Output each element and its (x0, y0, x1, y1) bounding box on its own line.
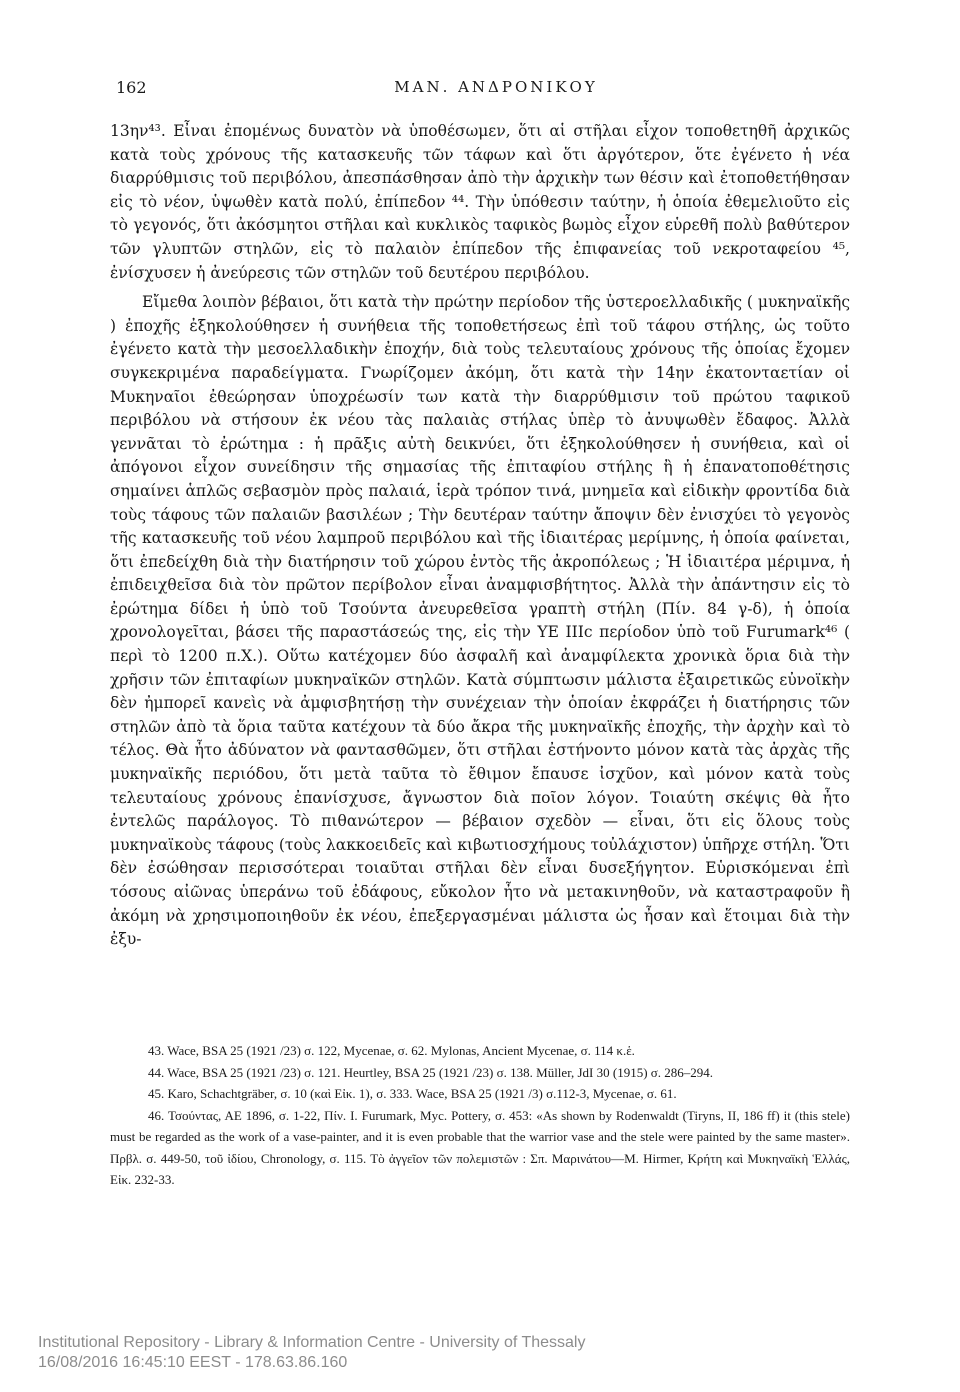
watermark-line-2: 16/08/2016 16:45:10 EEST - 178.63.86.160 (38, 1354, 348, 1371)
footnote-44: 44. Wace, BSA 25 (1921 /23) σ. 121. Heurtley, BSA 25 (1921 /23) σ. 138. Müller, JdI 30 (1915) σ. 286–294. (148, 1064, 714, 1080)
watermark-line-1: Institutional Repository - Library & Information Centre - University of Thessaly (38, 1334, 586, 1351)
running-title: ΜΑΝ. ΑΝΔΡΟΝΙΚΟΥ (394, 78, 598, 96)
footnote-43: 43. Wace, BSA 25 (1921 /23) σ. 122, Mycenae, σ. 62. Mylonas, Ancient Mycenae, σ. 114 κ.ἑ. (148, 1043, 635, 1058)
page-number: 162 (116, 78, 147, 97)
paragraph-2: Εἴμεθα λοιπὸν βέβαιοι, ὅτι κατὰ τὴν πρώτην περίοδον τῆς ὑστεροελλαδικῆς ( μυκηναϊκῆς ) ἐποχῆς ἐξηκολούθησεν ἡ συνήθεια τῆς τοποθετήσεως ἐπὶ τοῦ τάφου στήλης, ὡς τοῦτο ἐγένετο κατὰ τὴν μεσοελλαδικὴν ἐποχήν, διὰ τοὺς τελευταίους χρόνους τῆς ὁποίας ἔχομεν συγκεκριμένα παραδείγματα. Γνωρίζομεν ἀκόμη, ὅτι κατὰ τὴν 14ην ἑκατονταετίαν οἱ Μυκηναῖοι ἐθεώρησαν ὑποχρέωσίν των κατὰ τὴν διαρρύθμισιν τοῦ πρώτου ταφικοῦ περιβόλου νὰ στήσουν ἐκ νέου τὰς παλαιὰς στήλας ὑπὲρ τὸ ἀνυψωθὲν ἔδαφος. Ἀλλὰ γεννᾶται τὸ ἐρώτημα : ἡ πρᾶξις αὐτὴ δεικνύει, ὅτι ἐξηκολούθησεν ἡ συνήθεια, καὶ οἱ ἀπόγονοι εἶχον συνείδησιν τῆς σημασίας τῆς ἐπιταφίου στήλης ἢ ἡ ἐπανατοποθέτησις σημαίνει ἁπλῶς σεβασμὸν πρὸς παλαιά, ἱερὰ τρόπον τινά, μνημεῖα καὶ εἰδικὴν φροντίδα διὰ τοὺς τάφους τῶν παλαιῶν βασιλέων ; Τὴν δευτέραν ταύτην ἄποψιν δὲν ἐνισχύει τὸ γεγονὸς τῆς κατασκευῆς τοῦ νέου λαμπροῦ περιβόλου καὶ τῆς ἰδιαιτέρας μερίμνης, ἡ ὁποία φαίνεται, ὅτι ἐπεδείχθη διὰ τὴν διατήρησιν τοῦ χώρου ἐντὸς τῆς ἀκροπόλεως ; Ἡ ἰδιαιτέρα μέριμνα, ἡ ἐπιδειχθεῖσα διὰ τὸν πρῶτον περίβολον εἶναι ἀναμφισβήτητος. Ἀλλὰ τὴν ἀπάντησιν εἰς τὸ ἐρώτημα δίδει ἡ ὑπὸ τοῦ Τσούντα ἀνευρεθεῖσα γραπτὴ στήλη (Πίν. 84 γ-δ), ἡ ὁποία χρονολογεῖται, βάσει τῆς παραστάσεώς της, εἰς τὴν ΥΕ IIIc περίοδον ὑπὸ τοῦ Furumark⁴⁶ ( περὶ τὸ 1200 π.Χ.). Οὕτω κατέχομεν δύο ἀσφαλῆ καὶ ἀναμφίλεκτα χρονικὰ ὅρια διὰ τὴν χρῆσιν τῶν ἐπιταφίων μυκηναϊκῶν στηλῶν. Κατὰ σύμπτωσιν μάλιστα ἐξαιρετικῶς εὐνοϊκὴν δὲν ἠμπορεῖ κανεὶς νὰ ἀμφισβητήσῃ τὴν συνέχειαν τὴν ὁποίαν ἐκφράζει ἡ διατήρησις τῶν στηλῶν ἀπὸ τὰ ὅρια ταῦτα κατέχουν τὰ δύο ἄκρα τῆς μυκηναϊκῆς ἐποχῆς, τὴν ἀρχὴν καὶ τὸ τέλος. Θὰ ἦτο ἀδύνατον νὰ φαντασθῶμεν, ὅτι στῆλαι ἐστήνοντο μόνον κατὰ τὰς ἀρχὰς τῆς μυκηναϊκῆς περιόδου, ὅτι μετὰ ταῦτα τὸ ἔθιμον ἔπαυσε ἰσχῦον, καὶ μόνον κατὰ τοὺς τελευταίους χρόνους ἐπανίσχυσε, ἄγνωστον διὰ ποῖον λόγον. Τοιαύτη σκέψις θὰ ἦτο ἐντελῶς παράλογος. Τὸ πιθανώτερον — βέβαιον σχεδὸν — εἶναι, ὅτι εἰς ὅλους τοὺς μυκηναϊκοὺς τάφους (τοὺς λακκοειδεῖς καὶ κιβωτιοσχήμους τοὐλάχιστον) ὑπῆρχε στήλη. Ὅτι δὲν ἐσώθησαν περισσότεραι τοιαῦται στῆλαι δὲν εἶναι δυσεξήγητον. Εὑρισκόμεναι ἐπὶ τόσους αἰῶνας ὑπεράνω τοῦ ἐδάφους, εὔκολον ἦτο νὰ μετακινηθοῦν, νὰ καταστραφοῦν ἢ ἀκόμη νὰ χρησιμοποιηθοῦν ἐκ νέου, ἐπεξεργασμέναι μάλιστα ὡς ἦσαν καὶ ἕτοιμαι διὰ τὴν ἐξυ- (110, 293, 850, 949)
footnotes (110, 1040, 850, 1191)
footnote-45: 45. Karo, Schachtgräber, σ. 10 (καὶ Εἰκ. 1), σ. 333. Wace, BSA 25 (1921 /3) σ.112-3, Mycenae, σ. 61. (148, 1086, 677, 1101)
paragraph-1: 13ην⁴³. Εἶναι ἐπομένως δυνατὸν νὰ ὑποθέσωμεν, ὅτι αἱ στῆλαι εἶχον τοποθετηθῆ ἀρχικῶς κατὰ τοὺς χρόνους τῆς κατασκευῆς τῶν τάφων καὶ ὅτι ἀργότερον, ὅτε ἐγένετο ἡ νέα διαρρύθμισις τοῦ περιβόλου, ἀπεσπάσθησαν ἀπὸ τὴν ἀρχικὴν των θέσιν καὶ ἐτοποθετήθησαν εἰς τὸ νέον, ὑψωθὲν κατὰ πολύ, ἐπίπεδον ⁴⁴. Τὴν ὑπόθεσιν ταύτην, ἡ ὁποία ἐθεμελιοῦτο εἰς τὸ γεγονός, ὅτι ἀκόσμητοι στῆλαι καὶ κυκλικὸς ταφικὸς βωμὸς εἶχον εὑρεθῆ πολὺ βαθύτερον τῶν γλυπτῶν στηλῶν, εἰς τὸ παλαιὸν ἐπίπεδον τῆς ἐπιφανείας τοῦ νεκροταφείου ⁴⁵, ἐνίσχυσεν ἡ ἀνεύρεσις τῶν στηλῶν τοῦ δευτέρου περιβόλου. (110, 122, 850, 282)
footnote-46: 46. Τσούντας, ΑΕ 1896, σ. 1-22, Πίν. I. Furumark, Myc. Pottery, σ. 453: «As shown by Rodenwaldt (Tiryns, II, 186 ff) it (this stele) must be regarded as the work of a vase-painter, and it is even probable that the warrior vase and the stele were painted by the same master». Πρβλ. σ. 449-50, τοῦ ἰδίου, Chronology, σ. 115. Τὸ ἀγγεῖον τῶν πολεμιστῶν : Σπ. Μαρινάτου—Μ. Hirmer, Κρήτη καὶ Μυκηναϊκὴ Ἑλλάς, Εἰκ. 232-33. (110, 1107, 850, 1187)
repository-watermark (38, 1333, 938, 1373)
page-header (116, 78, 856, 104)
body-text (110, 120, 850, 952)
